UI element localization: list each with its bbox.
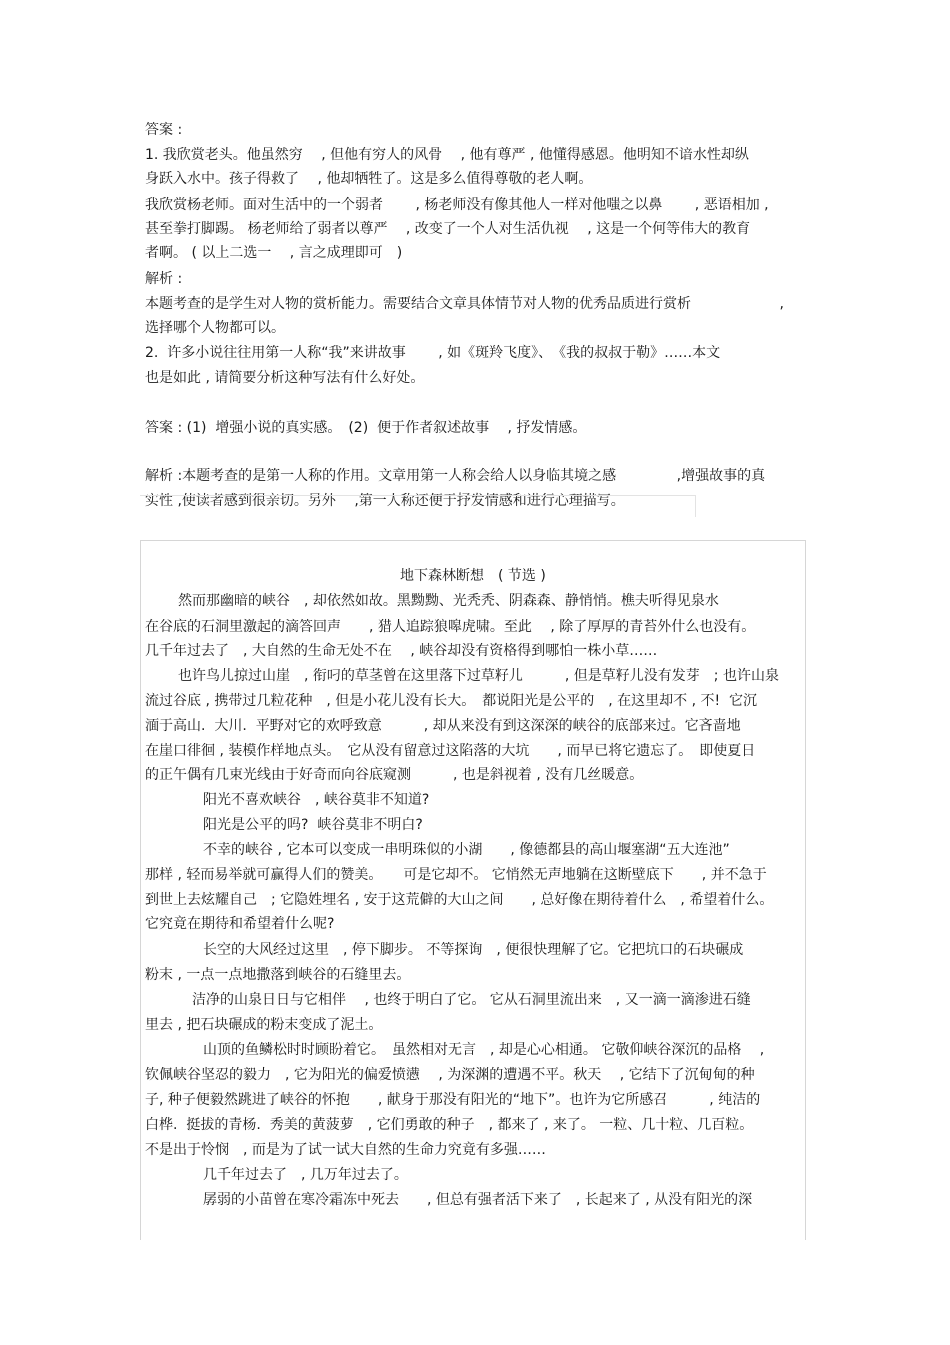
passage-line: 它究竟在期待和希望着什么呢? bbox=[145, 916, 335, 932]
passage-line: 几千年过去了 , 几万年过去了。 bbox=[203, 1167, 408, 1183]
passage-line: 的正午偶有几束光线由于好奇而向谷底窥测 , 也是斜视着 , 没有几丝暖意。 bbox=[145, 767, 644, 783]
question-2-line-1: 2. 许多小说往往用第一人称“我”来讲故事 , 如《斑羚飞度》、 《我的叔叔于勒》……本文 bbox=[145, 345, 721, 361]
analysis-1-line-2: 选择哪个人物都可以。 bbox=[145, 320, 285, 336]
analysis-2-line-1: 解析 :本题考查的是第一人称的作用。文章用第一人称会给人以身临其境之感 ,增强故事的真 bbox=[145, 468, 766, 484]
answer-label: 答案 : bbox=[145, 122, 183, 138]
passage-line: 不是出于怜悯 , 而是为了试一试大自然的生命力究竟有多强…… bbox=[145, 1142, 546, 1158]
analysis-2-line-2: 实性 ,使读者感到很亲切。另外 ,第一人称还便于抒发情感和进行心理描写。 bbox=[145, 493, 625, 509]
analysis-1-line-1: 本题考查的是学生对人物的赏析能力。需要结合文章具体情节对人物的优秀品质进行赏析 , bbox=[145, 296, 784, 312]
answer-1-line-2: 身跃入水中。孩子得救了 , 他却牺牲了。这是多么值得尊敬的老人啊。 bbox=[145, 171, 593, 187]
passage-title: 地下森林断想 ( 节选 ) bbox=[400, 568, 546, 584]
passage-line: 里去 , 把石块碾成的粉末变成了泥土。 bbox=[145, 1017, 383, 1033]
section-divider bbox=[140, 495, 696, 517]
passage-line: 阳光不喜欢峡谷 , 峡谷莫非不知道? bbox=[203, 792, 430, 808]
passage-line: 白桦. 挺拔的青杨. 秀美的黄菠萝 , 它们勇敢的种子 , 都来了 , 来了。 一粒、几十粒、几百粒。 bbox=[145, 1117, 754, 1133]
passage-line: 到世上去炫耀自己 ; 它隐姓埋名 , 安于这荒僻的大山之间 , 总好像在期待着什么 , 希望着什么。 bbox=[145, 892, 774, 908]
answer-1-line-5: 者啊。 ( 以上二选一 , 言之成理即可 ) bbox=[145, 245, 403, 261]
passage-line: 不幸的峡谷 , 它本可以变成一串明珠似的小湖 , 像德都县的高山堰塞湖“五大连池” bbox=[203, 842, 730, 858]
analysis-label: 解析 : bbox=[145, 271, 183, 287]
question-2-line-2: 也是如此 , 请简要分析这种写法有什么好处。 bbox=[145, 370, 425, 386]
passage-line: 粉末 , 一点一点地撒落到峡谷的石缝里去。 bbox=[145, 967, 411, 983]
passage-line: 孱弱的小苗曾在寒冷霜冻中死去 , 但总有强者活下来了 , 长起来了 , 从没有阳光的深 bbox=[203, 1192, 753, 1208]
passage-line: 几千年过去了 , 大自然的生命无处不在 , 峡谷却没有资格得到哪怕一株小草…… bbox=[145, 643, 658, 659]
passage-line: 那样 , 轻而易举就可赢得人们的赞美。 可是它却不。 它悄然无声地躺在这断壁底下 , 并不急于 bbox=[145, 867, 767, 883]
passage-line: 流过谷底 , 携带过几粒花种 , 但是小花儿没有长大。 都说阳光是公平的 , 在这里却不 , 不! 它沉 bbox=[145, 693, 758, 709]
passage-line: 山顶的鱼鳞松时时顾盼着它。 虽然相对无言 , 却是心心相通。 它敬仰峡谷深沉的品格 , bbox=[203, 1042, 765, 1058]
passage-line: 长空的大风经过这里 , 停下脚步。 不等探询 , 便很快理解了它。它把坑口的石块碾成 bbox=[203, 942, 744, 958]
passage-line: 在谷底的石洞里激起的滴答回声 , 猎人追踪狼嗥虎啸。至此 , 除了厚厚的青苔外什么也没有。 bbox=[145, 619, 756, 635]
passage-line: 阳光是公平的吗? 峡谷莫非不明白? bbox=[203, 817, 423, 833]
passage-line: 钦佩峡谷坚忍的毅力 , 它为阳光的偏爱愤懑 , 为深渊的遭遇不平。秋天 , 它结下了沉甸甸的种 bbox=[145, 1067, 755, 1083]
passage-line: 也许鸟儿掠过山崖 , 衔叼的草茎曾在这里落下过草籽儿 , 但是草籽儿没有发芽 ; 也许山泉 bbox=[178, 668, 779, 684]
passage-line: 洁净的山泉日日与它相伴 , 也终于明白了它。 它从石洞里流出来 , 又一滴一滴渗进石缝 bbox=[192, 992, 751, 1008]
passage-line: 然而那幽暗的峡谷 , 却依然如故。黑黝黝、光秃秃、阴森森、静悄悄。樵夫听得见泉水 bbox=[178, 593, 719, 609]
passage-line: 子, 种子便毅然跳进了峡谷的怀抱 , 献身于那没有阳光的“地下”。也许为它所感召 , 纯洁的 bbox=[145, 1092, 761, 1108]
answer-1-line-3: 我欣赏杨老师。面对生活中的一个弱者 , 杨老师没有像其他人一样对他嗤之以鼻 , 恶语相加 , bbox=[145, 197, 769, 213]
passage-line: 湎于高山. 大川. 平野对它的欢呼致意 , 却从来没有到这深深的峡谷的底部来过。它吝啬地 bbox=[145, 718, 741, 734]
answer-2: 答案 : (1) 增强小说的真实感。 (2) 便于作者叙述故事 , 抒发情感。 bbox=[145, 420, 587, 436]
answer-1-line-1: 1. 我欣赏老头。他虽然穷 , 但他有穷人的风骨 , 他有尊严 , 他懂得感恩。他明知不谙水性却纵 bbox=[145, 147, 749, 163]
passage-line: 在崖口徘徊 , 装模作样地点头。 它从没有留意过这陷落的大坑 , 而早已将它遗忘了。 即使夏日 bbox=[145, 743, 756, 759]
answer-1-line-4: 甚至拳打脚踢。 杨老师给了弱者以尊严 , 改变了一个人对生活仇视 , 这是一个何等伟大的教育 bbox=[145, 221, 751, 237]
